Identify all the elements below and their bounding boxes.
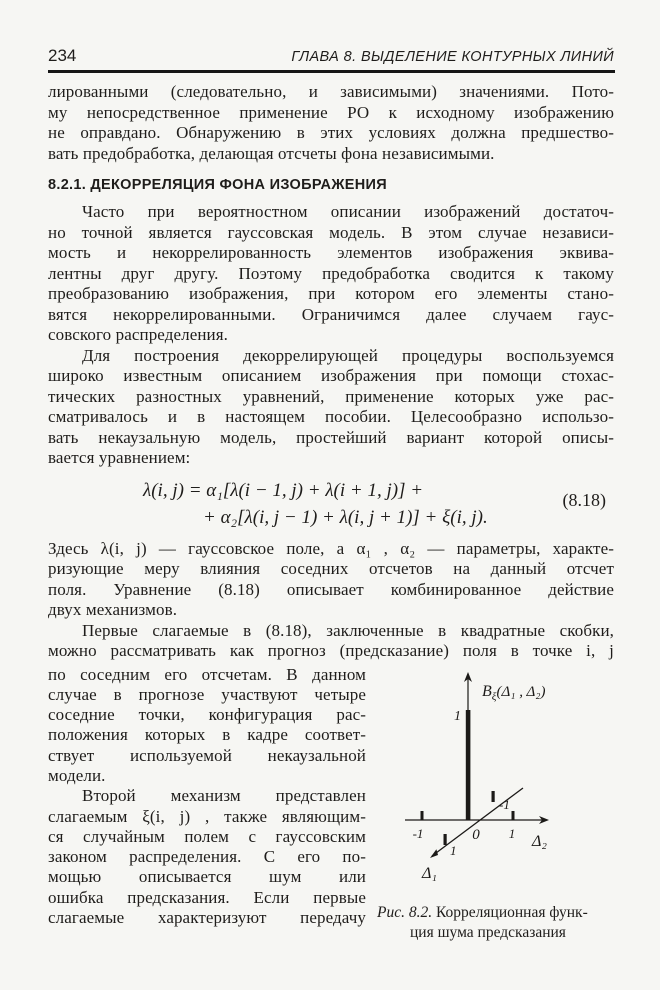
text-line: слагаемые характеризуют передачу [48,908,366,928]
delta2-pos1-stub [512,811,515,821]
text-line: ошибка предсказания. Если первые [48,887,366,907]
delta2-neg1-label: -1 [412,825,424,841]
text-line: Для построения декоррелирующей процедуры воспользуемся [82,345,614,365]
text-line: ризующие меру влияния соседних отсчетов на данный отсчет [48,559,614,578]
text-line: широко известным описанием изображения при помощи стохас- [48,366,614,385]
text-line: по соседним его отсчетам. В данном [48,664,366,684]
page-content [48,82,614,944]
paragraph [48,539,614,621]
ylabel-arguments: (Δ₁ , Δ₂) [496,683,546,700]
text-line: вятся некоррелированными. Ограничимся далее случаем гаус- [48,304,614,324]
page-header [48,46,614,66]
text-line: но точной является гауссовская модель. В этом случае независи- [48,222,614,242]
text-line: Второй механизм представлен [82,786,366,806]
text-line: положения которых в кадре соответ- [48,725,366,745]
text-line: поля. Уравнение (8.18) описывает комбинированное действие [48,579,614,599]
header-rule [48,70,615,73]
peak-value-label: 1 [454,708,461,724]
delta2-axis-label: Δ₂ [532,832,547,850]
text-line: сматривалось и в настоящем пособии. Целесообразно использо- [48,407,614,426]
text-line: преобразованию изображения, при котором его элементы стано- [48,284,614,303]
text-line: не оправдано. Обнаружению в этих условиях должна предшество- [48,123,614,142]
text-line: можно рассматривать как прогноз (предсказание) поля в точке i, j [48,641,614,660]
figure-ylabel [482,683,546,703]
text-line: соседние точки, конфигурация рас- [48,705,366,725]
paragraph [48,202,614,346]
text-line: вается уравнением: [48,448,191,467]
delta2-neg1-stub [421,811,424,821]
text-line: мость и некоррелированность элементов изображения эквива- [48,243,614,262]
caption-text: Корреляционная функ- [435,903,588,921]
figure-correlation-plot [366,665,614,900]
ylabel-subscript: ξ [491,690,497,703]
figure-column [366,665,614,944]
text-line: ствует используемой некаузальной [48,745,366,765]
text-line: слагаемым ξ(i, j) , также являющим- [48,806,366,826]
text-line: совского распределения. [48,325,229,344]
section-heading: 8.2.1. ДЕКОРРЕЛЯЦИЯ ФОНА ИЗОБРАЖЕНИЯ [48,177,387,193]
text-line: ся случайным полем с гауссовским [48,826,366,846]
delta1-axis-arrow-icon [430,849,438,858]
text-line: лентны друг другу. Поэтому предобработка сводится к такому [48,263,614,283]
delta1-neg1-label: -1 [499,796,510,812]
caption-figure-number: Рис. 8.2. [377,903,433,921]
text-line: модели. [48,765,106,785]
delta2-pos1-label: 1 [508,825,516,841]
caption-line-1 [377,903,614,924]
delta1-axis-label: Δ₁ [422,864,437,882]
delta1-pos1-label: 1 [450,842,457,858]
text-line: вать некаузальную модель, простейший вариант которой описы- [48,427,614,447]
text-line: случае в прогнозе участвуют четыре [48,684,366,704]
text-line: мощью описывается шум или [48,867,366,887]
origin-spike [466,710,471,820]
paragraph [48,621,614,662]
text-line: Здесь λ(i, j) — гауссовское поле, а α₁ , α₂ — параметры, характе- [48,538,614,558]
delta1-neg1-stub [492,791,495,802]
paragraph [48,346,614,469]
equation-number: (8.18) [562,489,606,510]
equation-line-1: λ(i, j) = α₁[λ(i − 1, j) + λ(i + 1, j)] + [143,479,424,501]
equation-8-18 [48,477,614,531]
ylabel-base: B [482,682,492,700]
paragraph [48,82,614,164]
delta1-pos1-stub [444,834,447,845]
left-text-column [48,665,366,944]
figure-caption [377,903,614,944]
paragraph [48,665,366,787]
text-line: лированными (следовательно, и зависимыми) значениями. Пото- [48,82,614,101]
two-column-layout [48,665,614,944]
text-line: законом распределения. С его по- [48,847,366,867]
text-line: двух механизмов. [48,600,178,619]
caption-line-2: ция шума предсказания [410,924,566,941]
paragraph [48,786,366,928]
text-line: Часто при вероятностном описании изображений достаточ- [82,202,614,221]
text-line: тических разностных уравнений, применение которых уже рас- [48,386,614,406]
running-head: ГЛАВА 8. ВЫДЕЛЕНИЕ КОНТУРНЫХ ЛИНИЙ [291,49,614,65]
equation-line-2: + α₂[λ(i, j − 1) + λ(i, j + 1)] + ξ(i, j). [203,506,488,528]
text-line: му непосредственное применение РО к исходному изображению [48,102,614,122]
page-number: 234 [48,46,77,65]
text-line: Первые слагаемые в (8.18), заключенные в квадратные скобки, [82,620,614,640]
text-line: вать предобработка, делающая отсчеты фона независимыми. [48,143,495,163]
origin-label: 0 [472,826,480,843]
